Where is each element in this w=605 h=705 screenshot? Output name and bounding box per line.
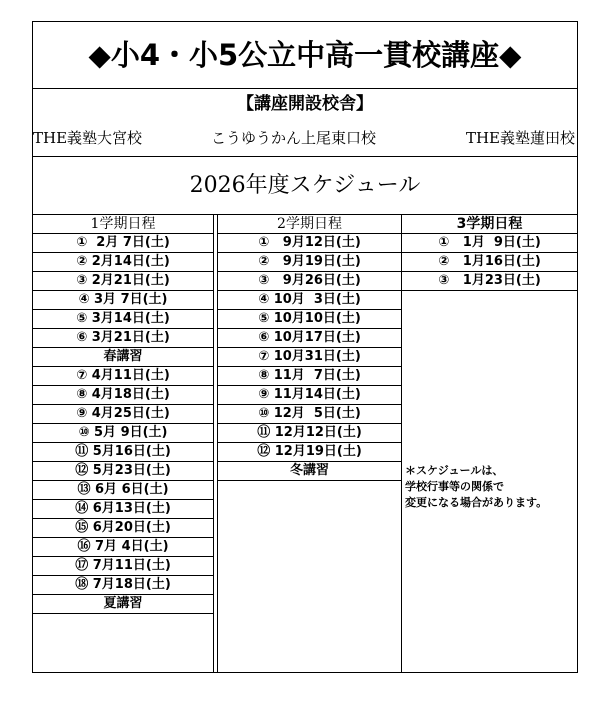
term1-header: 1学期日程: [33, 215, 213, 234]
schedule-sheet: [32, 21, 578, 673]
term2-date-row: ⑦ 10月31日(土): [218, 348, 401, 367]
schedule-columns: [33, 215, 577, 672]
venue-ageo: こうゆうかん上尾東口校: [211, 129, 377, 147]
term1-date-row: ① 2月 7日(土): [33, 234, 213, 253]
term1-date-row: ② 2月14日(土): [33, 253, 213, 272]
term3-date-row: ① 1月 9日(土): [402, 234, 577, 253]
term1-date-row: ④ 3月 7日(土): [33, 291, 213, 310]
term3-date-row: ② 1月16日(土): [402, 253, 577, 272]
venues-heading: 【講座開設校舎】: [237, 94, 373, 114]
term2-date-row: ④ 10月 3日(土): [218, 291, 401, 310]
term3-header: 3学期日程: [402, 215, 577, 234]
term2-date-row: ⑥ 10月17日(土): [218, 329, 401, 348]
venue-hasuda: THE義塾蓮田校: [465, 129, 575, 147]
term3-date-row: ③ 1月23日(土): [402, 272, 577, 291]
term1-date-row: 夏講習: [33, 595, 213, 614]
term1-date-row: ⑮ 6月20日(土): [33, 519, 213, 538]
term2-date-row: ⑧ 11月 7日(土): [218, 367, 401, 386]
term1-date-row: ③ 2月21日(土): [33, 272, 213, 291]
term1-date-row: ⑨ 4月25日(土): [33, 405, 213, 424]
term1-date-row: ⑬ 6月 6日(土): [33, 481, 213, 500]
venue-omiya: THE義塾大宮校: [33, 129, 143, 147]
term1-date-row: ⑥ 3月21日(土): [33, 329, 213, 348]
schedule-title: 2026年度スケジュール: [33, 157, 577, 215]
term2-date-row: ⑫ 12月19日(土): [218, 443, 401, 462]
term2-date-row: ⑤ 10月10日(土): [218, 310, 401, 329]
term1-date-row: ⑯ 7月 4日(土): [33, 538, 213, 557]
term2-date-row: ② 9月19日(土): [218, 253, 401, 272]
term2-header: 2学期日程: [218, 215, 401, 234]
term2-date-row: ⑨ 11月14日(土): [218, 386, 401, 405]
term2-date-row: ⑪ 12月12日(土): [218, 424, 401, 443]
term1-date-row: ⑪ 5月16日(土): [33, 443, 213, 462]
term1-date-row: ⑦ 4月11日(土): [33, 367, 213, 386]
note-line: 学校行事等の関係で: [405, 480, 504, 493]
term1-date-row: ⑤ 3月14日(土): [33, 310, 213, 329]
term2-date-row: ⑩ 12月 5日(土): [218, 405, 401, 424]
term1-date-row: ⑩ 5月 9日(土): [33, 424, 213, 443]
term2-date-row: ③ 9月26日(土): [218, 272, 401, 291]
term1-date-row: ⑧ 4月18日(土): [33, 386, 213, 405]
term1-date-row: ⑰ 7月11日(土): [33, 557, 213, 576]
venues-list: [33, 119, 577, 157]
term1-date-row: 春講習: [33, 348, 213, 367]
note-line: ＊スケジュールは、: [405, 464, 504, 477]
term2-date-row: ① 9月12日(土): [218, 234, 401, 253]
term1-date-row: ⑱ 7月18日(土): [33, 576, 213, 595]
note-line: 変更になる場合があります。: [405, 496, 548, 509]
term1-date-row: ⑭ 6月13日(土): [33, 500, 213, 519]
term1-column: [33, 215, 214, 672]
page-title: ◆小4・小5公立中高一貫校講座◆: [33, 22, 577, 89]
schedule-note: [405, 463, 547, 511]
term1-date-row: ⑫ 5月23日(土): [33, 462, 213, 481]
term2-date-row: 冬講習: [218, 462, 401, 481]
term3-column: [402, 215, 577, 672]
term2-column: [217, 215, 402, 672]
